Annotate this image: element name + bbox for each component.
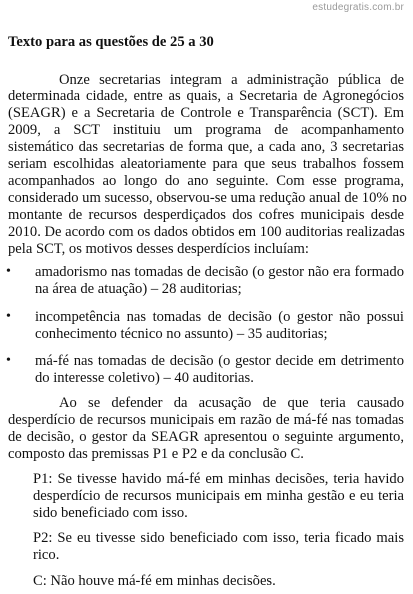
text-line: na área de atuação) – 28 auditorias;: [35, 281, 242, 297]
text-line: determinada cidade, entre as quais, a Secretaria de Agronegócios: [8, 88, 404, 104]
text-line: do interesse coletivo) – 40 auditorias.: [35, 370, 254, 386]
text-line: sistemático das secretarias de forma que, a cada ano, 3 secretarias: [8, 139, 404, 155]
text-line: considerado um sucesso, observou-se uma redução anual de 10% no: [8, 190, 407, 206]
text-line: Onze secretarias integram a administração pública de: [59, 72, 404, 88]
text-line: incompetência nas tomadas de decisão (o gestor não possui: [35, 309, 404, 325]
bullet-marker: •: [6, 353, 11, 368]
text-line: Ao se defender da acusação de que teria causado: [59, 395, 404, 411]
text-line: (SEAGR) e a Secretaria de Controle e Transparência (SCT). Em: [8, 105, 404, 121]
text-line: má-fé nas tomadas de decisão (o gestor decide em detrimento: [35, 353, 404, 369]
text-line: conhecimento técnico no assunto) – 35 auditorias;: [35, 326, 328, 342]
text-line: composto das premissas P1 e P2 e da conclusão C.: [8, 446, 304, 462]
text-line: desperdício de recursos municipais em razão de má-fé nas tomadas: [8, 412, 404, 428]
text-line: 2010. De acordo com os dados obtidos em 100 auditorias realizadas: [8, 224, 405, 240]
text-line: montante de recursos desperdiçados dos cofres municipais desde: [8, 207, 404, 223]
text-line: C: Não houve má-fé em minhas decisões.: [33, 573, 276, 589]
bullet-marker: •: [6, 264, 11, 279]
text-line: P2: Se eu tivesse sido beneficiado com isso, teria ficado mais: [33, 530, 404, 546]
text-line: seriam escolhidas aleatoriamente para que seus trabalhos fossem: [8, 156, 404, 172]
section-heading: Texto para as questões de 25 a 30: [8, 34, 214, 50]
text-line: P1: Se tivesse havido má-fé em minhas decisões, teria havido: [33, 471, 404, 487]
text-line: 2009, a SCT instituiu um programa de acompanhamento: [8, 122, 404, 138]
text-line: sido beneficiado com isso.: [33, 505, 188, 521]
text-line: acompanhados ao longo do ano seguinte. Com esse programa,: [8, 173, 404, 189]
text-line: pela SCT, os motivos desses desperdícios incluíam:: [8, 241, 309, 257]
text-line: amadorismo nas tomadas de decisão (o gestor não era formado: [35, 264, 404, 280]
text-line: de decisão, o gestor da SEAGR apresentou o seguinte argumento,: [8, 429, 404, 445]
text-line: desperdício de recursos municipais em minha gestão e eu teria: [33, 488, 404, 504]
text-line: rico.: [33, 547, 60, 563]
bullet-marker: •: [6, 309, 11, 324]
site-watermark: estudegratis.com.br: [312, 2, 404, 13]
